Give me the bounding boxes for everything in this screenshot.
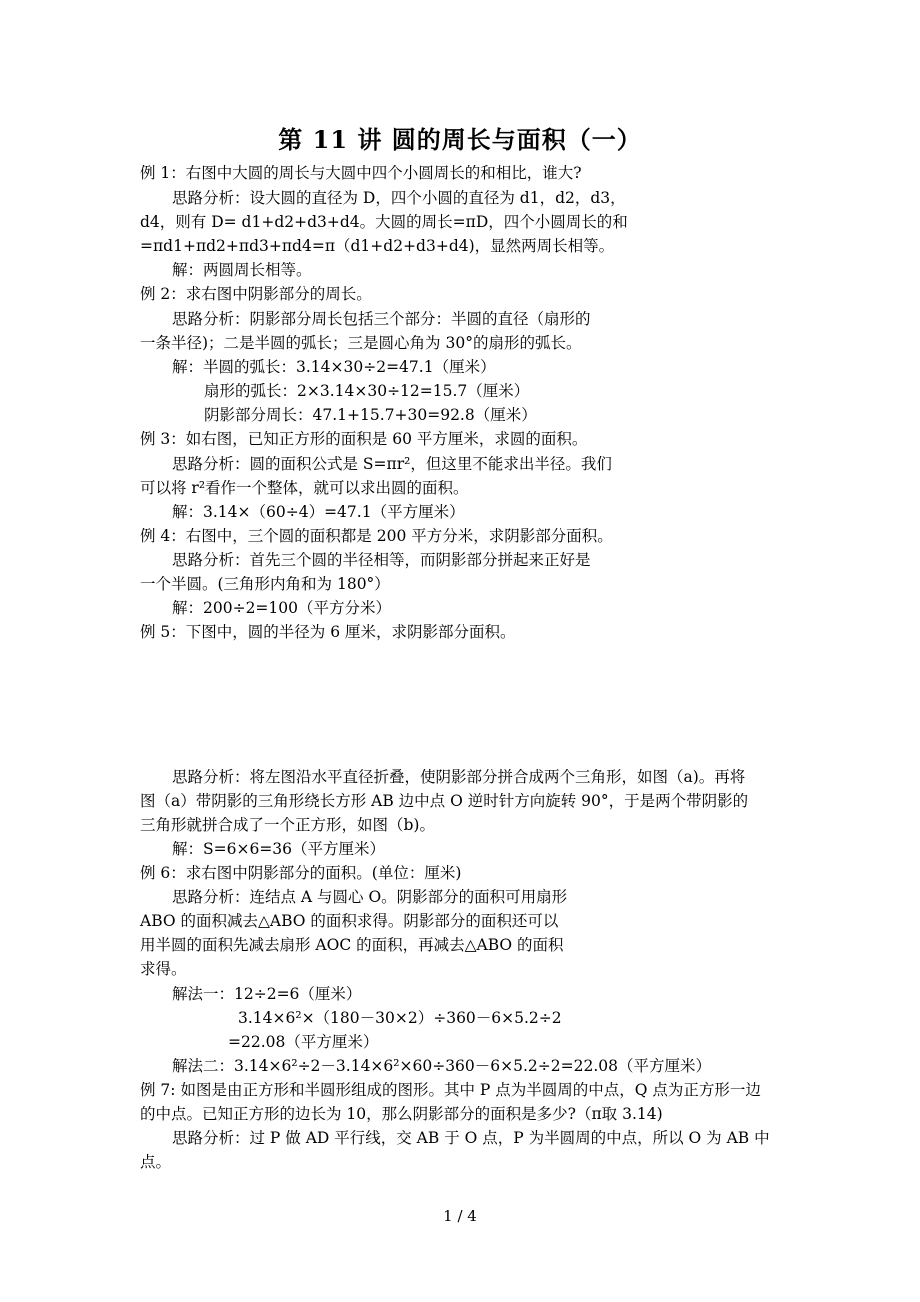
example-2-analysis-cont: 一条半径)；二是半圆的弧长；三是圆心角为 30°的扇形的弧长。 bbox=[140, 334, 582, 352]
example-1-analysis: 思路分析：设大圆的直径为 D，四个小圆的直径为 d1，d2，d3， bbox=[172, 189, 626, 207]
example-2-answer: 解：半圆的弧长：3.14×30÷2=47.1（厘米） bbox=[172, 358, 496, 376]
example-5-analysis-cont: 三角形就拼合成了一个正方形，如图（b)。 bbox=[140, 816, 435, 834]
example-1-analysis-cont: d4，则有 D= d1+d2+d3+d4。大圆的周长=πD，四个小圆周长的和 bbox=[140, 213, 628, 231]
example-5-analysis-cont: 图（a）带阴影的三角形绕长方形 AB 边中点 O 逆时针方向旋转 90°，于是两个带阴影的 bbox=[140, 792, 749, 810]
example-5-question: 例 5：下图中，圆的半径为 6 厘米，求阴影部分面积。 bbox=[140, 623, 516, 641]
example-2-analysis: 思路分析：阴影部分周长包括三个部分：半圆的直径（扇形的 bbox=[172, 310, 591, 328]
example-6-analysis-cont: 用半圆的面积先减去扇形 AOC 的面积，再减去△ABO 的面积 bbox=[140, 936, 564, 954]
example-6-solution-2: 解法二：3.14×6²÷2－3.14×6²×60÷360－6×5.2÷2=22.08（平方厘米） bbox=[172, 1057, 711, 1075]
example-7-question: 例 7: 如图是由正方形和半圆形组成的图形。其中 P 点为半圆周的中点，Q 点为正方形一边 bbox=[140, 1081, 761, 1099]
example-4-question: 例 4：右图中，三个圆的面积都是 200 平方分米，求阴影部分面积。 bbox=[140, 527, 613, 545]
example-5-answer: 解：S=6×6=36（平方厘米） bbox=[172, 840, 386, 858]
example-6-analysis-cont: ABO 的面积减去△ABO 的面积求得。阴影部分的面积还可以 bbox=[140, 912, 559, 930]
example-6-solution-1: 解法一：12÷2=6（厘米） bbox=[172, 985, 362, 1003]
example-7-question-cont: 的中点。已知正方形的边长为 10，那么阴影部分的面积是多少?（π取 3.14) bbox=[140, 1105, 663, 1123]
example-6-solution-1-result: =22.08（平方厘米） bbox=[228, 1033, 379, 1051]
example-4-analysis-cont: 一个半圆。(三角形内角和为 180°） bbox=[140, 575, 390, 593]
example-2-answer-step: 阴影部分周长：47.1+15.7+30=92.8（厘米） bbox=[204, 406, 537, 424]
example-3-analysis: 思路分析：圆的面积公式是 S=πr²，但这里不能求出半径。我们 bbox=[172, 455, 612, 473]
page-number: 1 / 4 bbox=[443, 1207, 477, 1225]
example-2-question: 例 2：求右图中阴影部分的周长。 bbox=[140, 285, 372, 303]
example-6-analysis: 思路分析：连结点 A 与圆心 O。阴影部分的面积可用扇形 bbox=[172, 888, 568, 906]
example-7-analysis-cont: 点。 bbox=[140, 1153, 172, 1171]
example-6-solution-1-step: 3.14×6²×（180－30×2）÷360－6×5.2÷2 bbox=[238, 1009, 562, 1027]
example-3-question: 例 3：如右图，已知正方形的面积是 60 平方厘米，求圆的面积。 bbox=[140, 430, 588, 448]
example-5-analysis: 思路分析：将左图沿水平直径折叠，使阴影部分拼合成两个三角形，如图（a)。再将 bbox=[172, 768, 746, 786]
example-4-analysis: 思路分析：首先三个圆的半径相等，而阴影部分拼起来正好是 bbox=[172, 551, 591, 569]
example-2-answer-step: 扇形的弧长：2×3.14×30÷12=15.7（厘米） bbox=[204, 382, 530, 400]
example-1-analysis-cont: =πd1+πd2+πd3+πd4=π（d1+d2+d3+d4)，显然两周长相等。 bbox=[140, 237, 615, 255]
example-3-analysis-cont: 可以将 r²看作一个整体，就可以求出圆的面积。 bbox=[140, 479, 469, 497]
example-7-analysis: 思路分析：过 P 做 AD 平行线，交 AB 于 O 点，P 为半圆周的中点，所以 O 为 AB 中 bbox=[172, 1129, 770, 1147]
page-title: 第 11 讲 圆的周长与面积（一） bbox=[278, 125, 642, 154]
example-6-analysis-cont: 求得。 bbox=[140, 960, 187, 978]
example-3-answer: 解：3.14×（60÷4）=47.1（平方厘米） bbox=[172, 503, 465, 521]
example-1-answer: 解：两圆周长相等。 bbox=[172, 261, 312, 279]
example-6-question: 例 6：求右图中阴影部分的面积。(单位：厘米) bbox=[140, 864, 462, 882]
example-4-answer: 解：200÷2=100（平方分米） bbox=[172, 599, 392, 617]
example-1-question: 例 1：右图中大圆的周长与大圆中四个小圆周长的和相比，谁大? bbox=[140, 164, 582, 182]
